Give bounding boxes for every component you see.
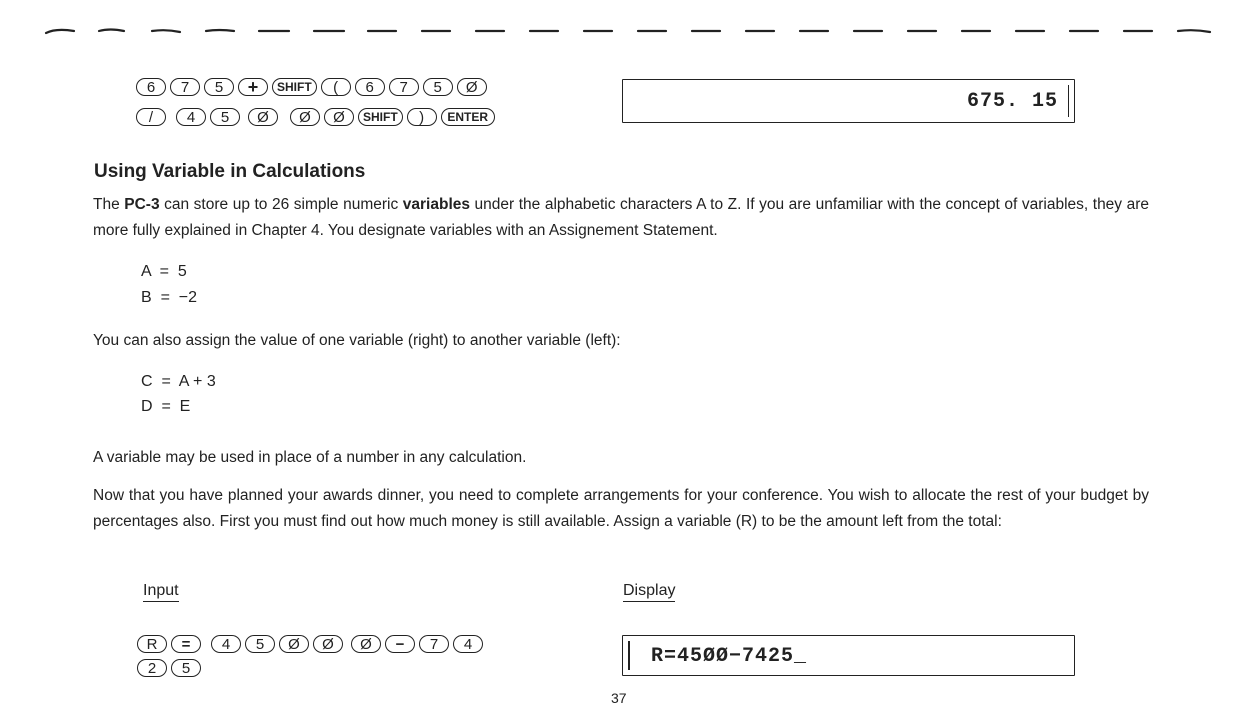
key-5[interactable]: 5 bbox=[245, 635, 275, 653]
key-zero[interactable]: Ø bbox=[457, 78, 487, 96]
display-right-bar bbox=[1068, 85, 1070, 117]
product-name: PC-3 bbox=[124, 196, 160, 213]
key-zero[interactable]: Ø bbox=[351, 635, 381, 653]
key-shift[interactable]: SHIFT bbox=[358, 108, 403, 126]
key-6[interactable]: 6 bbox=[136, 78, 166, 96]
key-shift[interactable]: SHIFT bbox=[272, 78, 317, 96]
key-minus[interactable]: − bbox=[385, 635, 415, 653]
top-dashed-rule bbox=[44, 25, 1214, 37]
key-close-paren[interactable]: ) bbox=[407, 108, 437, 126]
bottom-keys-row-2 bbox=[137, 659, 201, 677]
key-5[interactable]: 5 bbox=[171, 659, 201, 677]
equation-d: D = E bbox=[141, 398, 191, 415]
variables-term: variables bbox=[402, 196, 470, 213]
display-column-heading: Display bbox=[623, 582, 675, 602]
key-4[interactable]: 4 bbox=[453, 635, 483, 653]
key-6[interactable]: 6 bbox=[355, 78, 385, 96]
section-heading: Using Variable in Calculations bbox=[94, 161, 366, 182]
key-7[interactable]: 7 bbox=[419, 635, 449, 653]
budget-paragraph: Now that you have planned your awards dinner, you need to complete arrangements for your conference. You wish to allocate the rest of your budget by percentages also. First you must find out how much money is still available. Assign a variable (R) to be the amount left from the total: bbox=[93, 487, 1149, 530]
top-keys-row-2 bbox=[136, 108, 495, 126]
key-r[interactable]: R bbox=[137, 635, 167, 653]
key-divide[interactable]: / bbox=[136, 108, 166, 126]
key-zero[interactable]: Ø bbox=[248, 108, 278, 126]
key-5[interactable]: 5 bbox=[423, 78, 453, 96]
key-5[interactable]: 5 bbox=[204, 78, 234, 96]
key-enter[interactable]: ENTER bbox=[441, 108, 495, 126]
key-2[interactable]: 2 bbox=[137, 659, 167, 677]
key-zero[interactable]: Ø bbox=[324, 108, 354, 126]
calculator-display-bottom bbox=[622, 635, 1075, 676]
key-4[interactable]: 4 bbox=[176, 108, 206, 126]
top-keys-row-1 bbox=[136, 78, 487, 96]
input-column-heading: Input bbox=[143, 582, 179, 602]
assign-paragraph: You can also assign the value of one variable (right) to another variable (left): bbox=[93, 332, 621, 349]
page-number: 37 bbox=[611, 690, 627, 706]
intro-text-3: under the alphabetic characters A to Z. If you are unfamiliar with the concept of variables, they are more fully explained in Chapter 4. You designate variables with an Assignement Statement. bbox=[93, 196, 1150, 239]
intro-text-2: can store up to 26 simple numeric bbox=[159, 196, 403, 213]
usage-paragraph: A variable may be used in place of a number in any calculation. bbox=[93, 449, 527, 466]
bottom-keys-row-1 bbox=[137, 635, 483, 653]
equation-c: C = A + 3 bbox=[141, 373, 216, 390]
key-plus[interactable]: + bbox=[238, 78, 268, 96]
equation-b: B = −2 bbox=[141, 289, 198, 306]
key-5[interactable]: 5 bbox=[210, 108, 240, 126]
display-readout: R=45ØØ−7425_ bbox=[651, 645, 808, 668]
key-equals[interactable]: = bbox=[171, 635, 201, 653]
key-zero[interactable]: Ø bbox=[313, 635, 343, 653]
equation-a: A = 5 bbox=[141, 263, 187, 280]
key-7[interactable]: 7 bbox=[170, 78, 200, 96]
display-readout: 675. 15 bbox=[966, 90, 1058, 113]
intro-text-1: The bbox=[93, 196, 125, 213]
key-zero[interactable]: Ø bbox=[279, 635, 309, 653]
key-4[interactable]: 4 bbox=[211, 635, 241, 653]
intro-paragraph bbox=[93, 192, 1149, 244]
key-open-paren[interactable]: ( bbox=[321, 78, 351, 96]
calculator-display-top bbox=[622, 79, 1075, 123]
key-7[interactable]: 7 bbox=[389, 78, 419, 96]
key-zero[interactable]: Ø bbox=[290, 108, 320, 126]
display-left-bar bbox=[628, 641, 630, 670]
